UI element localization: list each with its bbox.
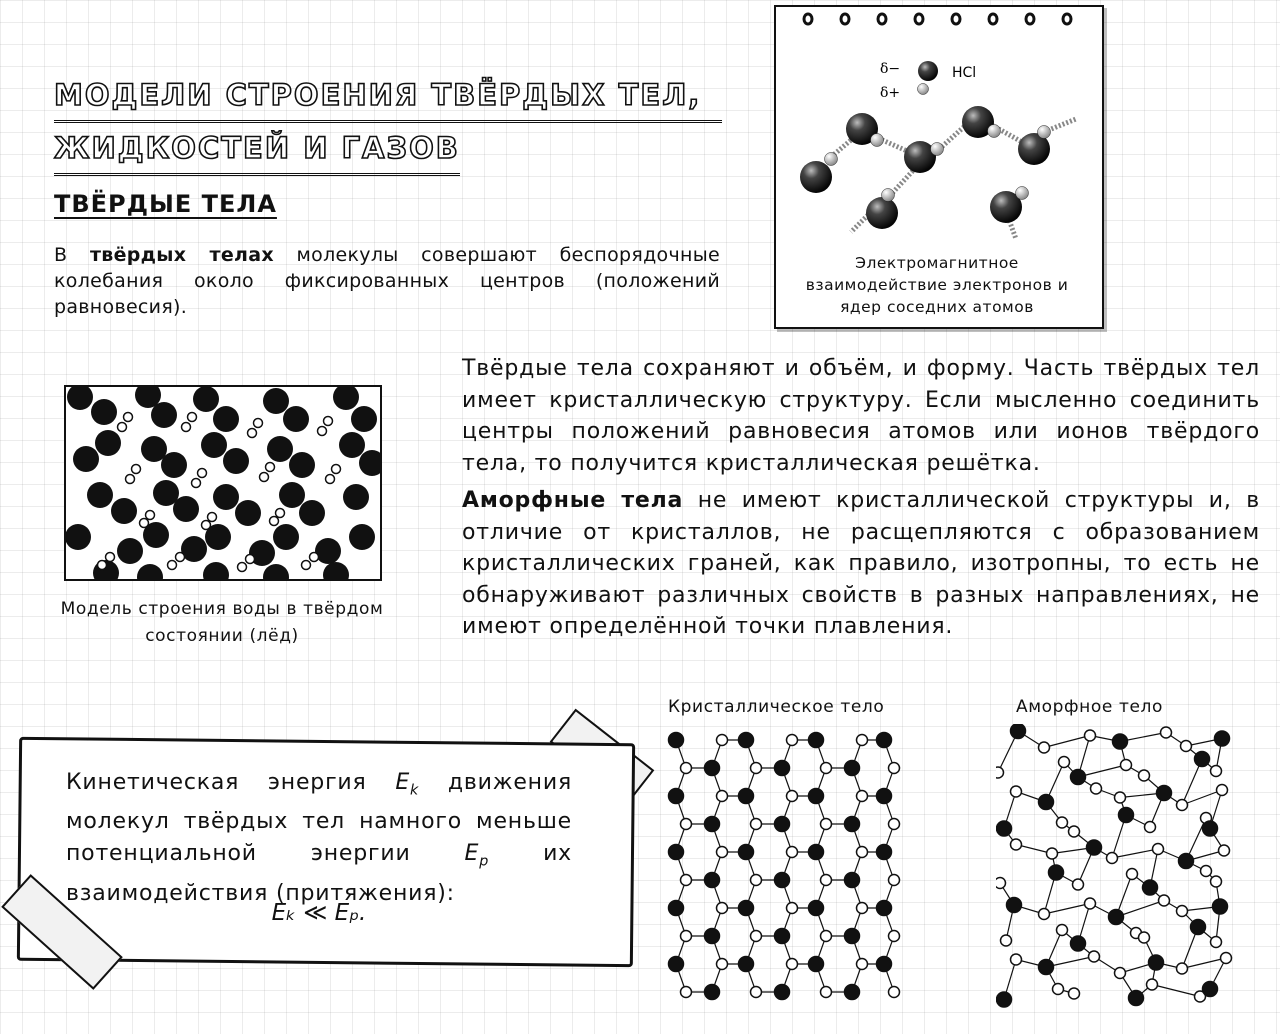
crystal-atom bbox=[857, 735, 868, 746]
amorphous-atom bbox=[1119, 808, 1134, 823]
ice-oxygen-atom bbox=[289, 452, 315, 478]
ice-hydrogen-atom bbox=[126, 475, 135, 484]
amorphous-atom bbox=[1191, 920, 1206, 935]
ice-oxygen-atom bbox=[349, 524, 375, 550]
amorphous-atom bbox=[1011, 839, 1022, 850]
amorphous-atom bbox=[1157, 786, 1172, 801]
crystal-paragraph: Твёрдые тела сохраняют и объём, и форму. Часть твёрдых тел имеет кристаллическую структуру. Если мысленно соединить центры положений равновесия атомов или ионов твёрдого тела, то получится кристаллическая решётка. bbox=[462, 356, 1260, 476]
ice-oxygen-atom bbox=[95, 430, 121, 456]
amorphous-atom bbox=[1211, 876, 1222, 887]
ice-hydrogen-atom bbox=[168, 561, 177, 570]
crystal-atom bbox=[751, 987, 762, 998]
crystal-atom bbox=[857, 903, 868, 914]
amorphous-atom bbox=[1057, 925, 1068, 936]
amorphous-atom bbox=[1059, 757, 1070, 768]
amorphous-description: не имеют кристаллической структуры и, в отличие от кристаллов, не расщепляются с образованием кристаллических граней, как правило, изотропны, то есть не обнаруживают различных свойств в разных направлениях, не имеют определённой точки плавления. bbox=[462, 488, 1261, 639]
ice-oxygen-atom bbox=[66, 524, 91, 550]
ice-oxygen-atom bbox=[333, 387, 359, 410]
crystal-atom bbox=[681, 763, 692, 774]
ice-hydrogen-atom bbox=[324, 417, 333, 426]
crystal-atom bbox=[889, 931, 900, 942]
hcl-caption: Электромагнитное взаимодействие электронов и ядер соседних атомов bbox=[805, 254, 1069, 316]
ice-hydrogen-atom bbox=[208, 513, 217, 522]
ice-oxygen-atom bbox=[67, 387, 93, 410]
ice-oxygen-atom bbox=[279, 482, 305, 508]
note-text-end: их взаимодействия (притяжения): bbox=[66, 841, 572, 906]
ice-hydrogen-atom bbox=[106, 553, 115, 562]
crystal-atom bbox=[821, 931, 832, 942]
crystal-atom bbox=[739, 845, 754, 860]
ice-hydrogen-atom bbox=[146, 511, 155, 520]
crystal-atom bbox=[705, 761, 720, 776]
amorphous-atom bbox=[1203, 821, 1218, 836]
crystal-atom bbox=[705, 985, 720, 1000]
amorphous-atom bbox=[996, 767, 1004, 778]
crystal-atom bbox=[787, 847, 798, 858]
ice-oxygen-atom bbox=[283, 406, 309, 432]
intro-prefix: В bbox=[54, 244, 90, 266]
ice-oxygen-atom bbox=[161, 452, 187, 478]
ice-oxygen-atom bbox=[339, 432, 365, 458]
ice-hydrogen-atom bbox=[192, 479, 201, 488]
crystal-atom bbox=[751, 819, 762, 830]
amorphous-atom bbox=[1011, 724, 1026, 739]
crystal-atom bbox=[739, 789, 754, 804]
energy-note-text bbox=[66, 767, 572, 910]
amorphous-atom bbox=[1149, 955, 1164, 970]
crystal-atom bbox=[717, 959, 728, 970]
amorphous-atom bbox=[1039, 795, 1054, 810]
amorphous-atom bbox=[1071, 770, 1086, 785]
ice-oxygen-atom bbox=[213, 406, 239, 432]
crystal-atom bbox=[705, 929, 720, 944]
intro-bold-term: твёрдых телах bbox=[89, 244, 274, 266]
crystal-atom bbox=[877, 957, 892, 972]
crystal-atom bbox=[889, 819, 900, 830]
ice-oxygen-atom bbox=[235, 500, 261, 526]
amorphous-atom bbox=[1115, 792, 1126, 803]
amorphous-atom bbox=[1159, 895, 1170, 906]
ice-hydrogen-atom bbox=[270, 517, 279, 526]
amorphous-atom bbox=[1203, 982, 1218, 997]
ice-oxygen-atom bbox=[267, 436, 293, 462]
amorphous-atom bbox=[1073, 879, 1084, 890]
ice-oxygen-atom bbox=[323, 562, 349, 579]
crystal-atom bbox=[809, 845, 824, 860]
crystal-atom bbox=[775, 817, 790, 832]
crystal-atom bbox=[889, 987, 900, 998]
hcl-formula-label: HCl bbox=[952, 65, 977, 81]
ice-hydrogen-atom bbox=[254, 419, 263, 428]
ice-oxygen-atom bbox=[359, 450, 380, 476]
ice-hydrogen-atom bbox=[318, 427, 327, 436]
amorphous-lattice-diagram bbox=[996, 724, 1236, 1009]
ice-hydrogen-atom bbox=[332, 465, 341, 474]
amorphous-atom bbox=[1071, 936, 1086, 951]
crystal-atom bbox=[669, 845, 684, 860]
ice-hydrogen-atom bbox=[276, 509, 285, 518]
ice-oxygen-atom bbox=[201, 432, 227, 458]
crystal-atom bbox=[739, 957, 754, 972]
amorphous-atom bbox=[1011, 954, 1022, 965]
ice-hydrogen-atom bbox=[188, 413, 197, 422]
delta-plus-label: δ+ bbox=[880, 85, 901, 101]
ice-hydrogen-atom bbox=[266, 463, 275, 472]
ice-oxygen-atom bbox=[117, 538, 143, 564]
amorphous-atom bbox=[1057, 817, 1068, 828]
crystal-atom bbox=[681, 931, 692, 942]
crystal-atom bbox=[857, 959, 868, 970]
crystal-atom bbox=[775, 873, 790, 888]
ice-oxygen-atom bbox=[173, 496, 199, 522]
crystal-atom bbox=[889, 875, 900, 886]
crystal-atom bbox=[705, 873, 720, 888]
amorphous-atom bbox=[1143, 880, 1158, 895]
amorphous-atom bbox=[1177, 800, 1188, 811]
ice-oxygen-atom bbox=[213, 484, 239, 510]
crystal-atom bbox=[845, 817, 860, 832]
amorphous-atom bbox=[1011, 786, 1022, 797]
crystal-atom bbox=[877, 789, 892, 804]
ep-symbol: $E_p$ bbox=[464, 841, 490, 870]
amorphous-atom bbox=[1085, 730, 1096, 741]
amorphous-atom bbox=[1069, 988, 1080, 999]
amorphous-atom bbox=[1115, 968, 1126, 979]
crystal-atom bbox=[845, 873, 860, 888]
amorphous-atom bbox=[1113, 734, 1128, 749]
intro-rest: молекулы совершают беспорядочные колебания около фиксированных центров (положений равновесия). bbox=[54, 244, 720, 318]
ice-hydrogen-atom bbox=[182, 423, 191, 432]
ice-oxygen-atom bbox=[263, 388, 289, 414]
ice-hydrogen-atom bbox=[326, 475, 335, 484]
ice-oxygen-atom bbox=[193, 387, 219, 412]
ice-hydrogen-atom bbox=[310, 553, 319, 562]
ice-oxygen-atom bbox=[223, 448, 249, 474]
ice-structure-figure bbox=[64, 385, 382, 581]
crystal-atom bbox=[877, 845, 892, 860]
crystal-atom bbox=[787, 959, 798, 970]
crystal-atom bbox=[787, 903, 798, 914]
ice-oxygen-atom bbox=[273, 524, 299, 550]
amorphous-atom bbox=[1219, 845, 1230, 856]
crystal-atom bbox=[739, 733, 754, 748]
crystal-atom bbox=[751, 763, 762, 774]
crystal-atom bbox=[717, 847, 728, 858]
amorphous-atom bbox=[1121, 760, 1132, 771]
ice-hydrogen-atom bbox=[118, 423, 127, 432]
crystal-label: Кристаллическое тело bbox=[668, 697, 885, 717]
crystal-atom bbox=[717, 791, 728, 802]
ice-oxygen-atom bbox=[315, 538, 341, 564]
intro-paragraph bbox=[54, 242, 720, 320]
amorphous-atom bbox=[1211, 937, 1222, 948]
amorphous-atom bbox=[1085, 898, 1096, 909]
ice-hydrogen-atom bbox=[140, 519, 149, 528]
crystal-atom bbox=[845, 929, 860, 944]
crystal-atom bbox=[669, 789, 684, 804]
crystal-atom bbox=[739, 901, 754, 916]
amorphous-atom bbox=[1161, 727, 1172, 738]
amorphous-atom bbox=[1039, 742, 1050, 753]
main-text-block bbox=[462, 353, 1260, 649]
ice-lattice-svg bbox=[66, 387, 380, 579]
amorphous-atom bbox=[1211, 766, 1222, 777]
note-text-middle: движения молекул твёрдых тел намного меньше потенциальной энергии bbox=[66, 770, 572, 867]
crystal-atom bbox=[877, 901, 892, 916]
amorphous-atom bbox=[1213, 899, 1228, 914]
ice-hydrogen-atom bbox=[202, 521, 211, 530]
amorphous-atom bbox=[1181, 741, 1192, 752]
amorphous-atom bbox=[1179, 854, 1194, 869]
amorphous-atom bbox=[1147, 979, 1158, 990]
crystal-atom bbox=[809, 789, 824, 804]
ice-hydrogen-atom bbox=[260, 473, 269, 482]
amorphous-atom bbox=[1089, 951, 1100, 962]
delta-minus-label: δ− bbox=[880, 61, 901, 77]
crystal-atom bbox=[669, 733, 684, 748]
title-line-1: МОДЕЛИ СТРОЕНИЯ ТВЁРДЫХ ТЕЛ, bbox=[54, 70, 722, 123]
crystal-atom bbox=[775, 929, 790, 944]
crystal-atom bbox=[669, 901, 684, 916]
ice-oxygen-atom bbox=[111, 498, 137, 524]
amorphous-atom bbox=[997, 821, 1012, 836]
crystal-lattice-diagram bbox=[662, 724, 902, 1009]
crystal-atom bbox=[787, 735, 798, 746]
amorphous-atom bbox=[1091, 783, 1102, 794]
crystal-atom bbox=[889, 763, 900, 774]
amorphous-atom bbox=[1039, 960, 1054, 975]
ice-hydrogen-atom bbox=[238, 563, 247, 572]
title-line-2: ЖИДКОСТЕЙ И ГАЗОВ bbox=[54, 123, 460, 176]
amorphous-atom bbox=[1087, 840, 1102, 855]
crystal-atom bbox=[821, 819, 832, 830]
crystal-atom bbox=[809, 901, 824, 916]
amorphous-atom bbox=[1145, 822, 1156, 833]
amorphous-atom bbox=[1001, 935, 1012, 946]
ice-hydrogen-atom bbox=[246, 555, 255, 564]
crystal-atom bbox=[681, 987, 692, 998]
ice-oxygen-atom bbox=[91, 399, 117, 425]
ice-caption: Модель строения воды в твёрдом состоянии (лёд) bbox=[60, 599, 384, 646]
amorphous-atom bbox=[1139, 770, 1150, 781]
ice-hydrogen-atom bbox=[198, 469, 207, 478]
section-heading: ТВЁРДЫЕ ТЕЛА bbox=[54, 190, 277, 218]
crystal-atom bbox=[669, 957, 684, 972]
amorphous-atom bbox=[1201, 866, 1212, 877]
amorphous-atom bbox=[1153, 844, 1164, 855]
amorphous-atom bbox=[1217, 785, 1228, 796]
crystal-atom bbox=[705, 817, 720, 832]
ice-oxygen-atom bbox=[299, 500, 325, 526]
amorphous-label: Аморфное тело bbox=[1016, 697, 1163, 717]
crystal-atom bbox=[717, 735, 728, 746]
amorphous-atom bbox=[1039, 909, 1050, 920]
note-text-start: Кинетическая энергия bbox=[66, 770, 396, 795]
ice-oxygen-atom bbox=[73, 446, 99, 472]
crystal-atom bbox=[821, 763, 832, 774]
crystal-atom bbox=[751, 931, 762, 942]
ice-oxygen-atom bbox=[351, 406, 377, 432]
ice-oxygen-atom bbox=[263, 564, 289, 579]
ice-hydrogen-atom bbox=[98, 561, 107, 570]
hcl-molecules bbox=[800, 106, 1051, 229]
crystal-atom bbox=[821, 987, 832, 998]
crystal-atom bbox=[845, 985, 860, 1000]
crystal-atom bbox=[751, 875, 762, 886]
ice-oxygen-atom bbox=[343, 484, 369, 510]
crystal-atom bbox=[681, 875, 692, 886]
crystal-atom bbox=[775, 761, 790, 776]
crystal-atom bbox=[809, 733, 824, 748]
crystal-atom bbox=[809, 957, 824, 972]
amorphous-atom bbox=[1195, 752, 1210, 767]
amorphous-atom bbox=[1069, 826, 1080, 837]
crystal-atom bbox=[821, 875, 832, 886]
ice-oxygen-atom bbox=[203, 562, 229, 579]
amorphous-atom bbox=[996, 878, 1006, 889]
amorphous-atom bbox=[1109, 910, 1124, 925]
amorphous-atom bbox=[1129, 991, 1144, 1006]
spiral-binding bbox=[804, 14, 1071, 24]
energy-formula: Eₖ ≪ Eₚ. bbox=[271, 900, 367, 926]
amorphous-paragraph bbox=[462, 485, 1260, 643]
amorphous-atom bbox=[1177, 906, 1188, 917]
ice-oxygen-atom bbox=[151, 402, 177, 428]
amorphous-atom bbox=[1127, 869, 1138, 880]
ice-oxygen-atom bbox=[137, 564, 163, 579]
amorphous-atom bbox=[1139, 932, 1150, 943]
crystal-atom bbox=[857, 791, 868, 802]
amorphous-atom bbox=[1049, 865, 1064, 880]
ek-symbol: $E_k$ bbox=[395, 770, 420, 799]
amorphous-atom bbox=[1221, 953, 1232, 964]
ice-hydrogen-atom bbox=[248, 429, 257, 438]
amorphous-atom bbox=[1177, 963, 1188, 974]
amorphous-atom bbox=[1107, 853, 1118, 864]
crystal-atom bbox=[787, 791, 798, 802]
amorphous-atom bbox=[1047, 848, 1058, 859]
crystal-atom bbox=[877, 733, 892, 748]
amorphous-atom bbox=[997, 992, 1012, 1007]
crystal-atom bbox=[775, 985, 790, 1000]
crystal-atom bbox=[717, 903, 728, 914]
ice-oxygen-atom bbox=[87, 482, 113, 508]
ice-hydrogen-atom bbox=[132, 465, 141, 474]
ice-hydrogen-atom bbox=[176, 553, 185, 562]
amorphous-term: Аморфные тела bbox=[462, 488, 684, 513]
ice-hydrogen-atom bbox=[124, 413, 133, 422]
crystal-atom bbox=[857, 847, 868, 858]
amorphous-atom bbox=[1215, 731, 1230, 746]
amorphous-atom bbox=[1053, 984, 1064, 995]
crystal-atom bbox=[681, 819, 692, 830]
page-title bbox=[54, 70, 722, 176]
crystal-atom bbox=[845, 761, 860, 776]
amorphous-atom bbox=[1007, 898, 1022, 913]
ice-hydrogen-atom bbox=[302, 561, 311, 570]
